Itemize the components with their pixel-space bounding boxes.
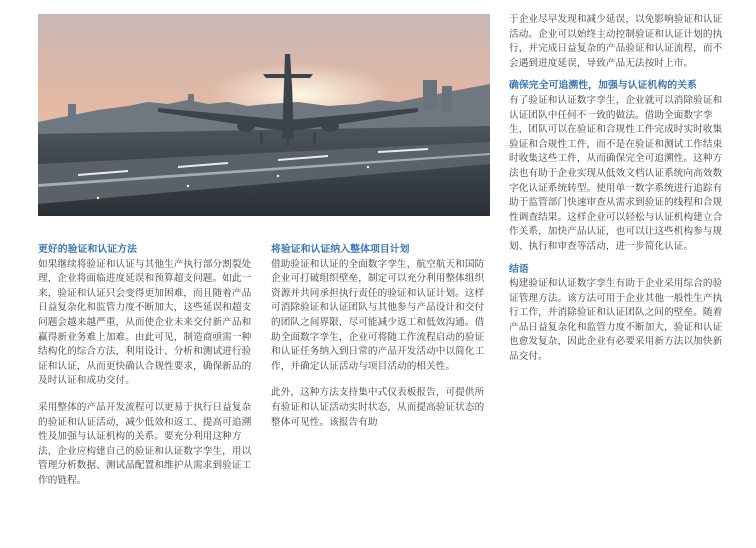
body-paragraph: 于企业尽早发现和减少延误，以免影响验证和认证活动。企业可以始终主动控制验证和认证计划的执行，并完成日益复杂的产品验证和认证流程，而不会遇到进度延误，导致产品无法按时上市。 [509,14,723,69]
body-paragraph: 有了验证和认证数字孪生，企业就可以消除验证和认证团队中任何不一致的做法。借助全面数字孪生，团队可以在验证和合规性工件完成时实时收集验证和合规性工件，而不是在验证和测试工作结束时收集这些工件，从而确保完全可追溯性。这种方法也有助于企业实现从低效文档认证系统向高效数字化认证系统转型。使用单一数字系统进行追踪有助于监管部门快速审查从需求到验证的线程和合规性调查结果。这样企业可以轻松与认证机构建立合作关系，加快产品认证，也可以让这些机构参与规划、执行和审查等活动，进一步简化认证。 [509,94,723,252]
section-heading-better-methods: 更好的验证和认证方法 [38,244,137,255]
airplane-landing-photo [38,14,490,216]
section-heading-integrate-plan: 将验证和认证纳入整体项目计划 [271,244,410,255]
column-middle [271,243,491,430]
body-paragraph: 采用整体的产品开发流程可以更易于执行日益复杂的验证和认证活动，减少低效和返工、提高可追溯性及加强与认证机构的关系。要充分利用这种方法，企业应构建自己的验证和认证数字孪生，用以管理分析数据、测试品配置和维护从需求到验证工作的链程。 [38,401,252,486]
section-heading-traceability: 确保完全可追溯性，加强与认证机构的关系 [509,80,698,92]
body-paragraph: 借助验证和认证的全面数字孪生，航空航天和国防企业可打破组织壁垒，制定可以充分利用整体组织资源并共同承担执行责任的验证和认证计划。这样可消除验证和认证团队与其他参与产品设计和交付的团队之间界限，尽可能减少返工和低效沟通。借助全面数字孪生，企业可将随工作流程启动的验证和认证任务纳入到日常的产品开发活动中以简化工作，并确定认证活动与项目活动的相关性。 [271,258,485,372]
body-paragraph: 构建验证和认证数字孪生有助于企业采用综合的验证管理方法。该方法可用于企业其他一般性生产执行工作，并消除验证和认证团队之间的壁垒。随着产品日益复杂化和监管力度不断加大，验证和认证也愈发复杂，因此企业有必要采用新方法以加快新品交付。 [509,278,723,363]
body-paragraph: 如果继续将验证和认证与其他生产执行部分割裂处理，企业将面临进度延误和预算超支问题。如此一来，验证和认证只会变得更加困难，而且随着产品日益复杂化和监管力度不断加大，这些延误和超支问题会越来越严重，从而使企业未来交付新产品和赢得新业务难上加难。由此可见，制造商亟需一种结构化的综合方法，利用设计、分析和测试进行验证和认证，从而更快确认合规性要求，确保新品的及时认证和成功交付。 [38,258,252,387]
body-paragraph: 此外，这种方法支持集中式仪表板报告，可提供所有验证和认证活动实时状态，从而提高验证状态的整体可见性。该报告有助 [271,387,485,428]
column-right [509,13,731,365]
column-left [38,243,260,489]
section-heading-conclusion: 结语 [509,263,529,275]
